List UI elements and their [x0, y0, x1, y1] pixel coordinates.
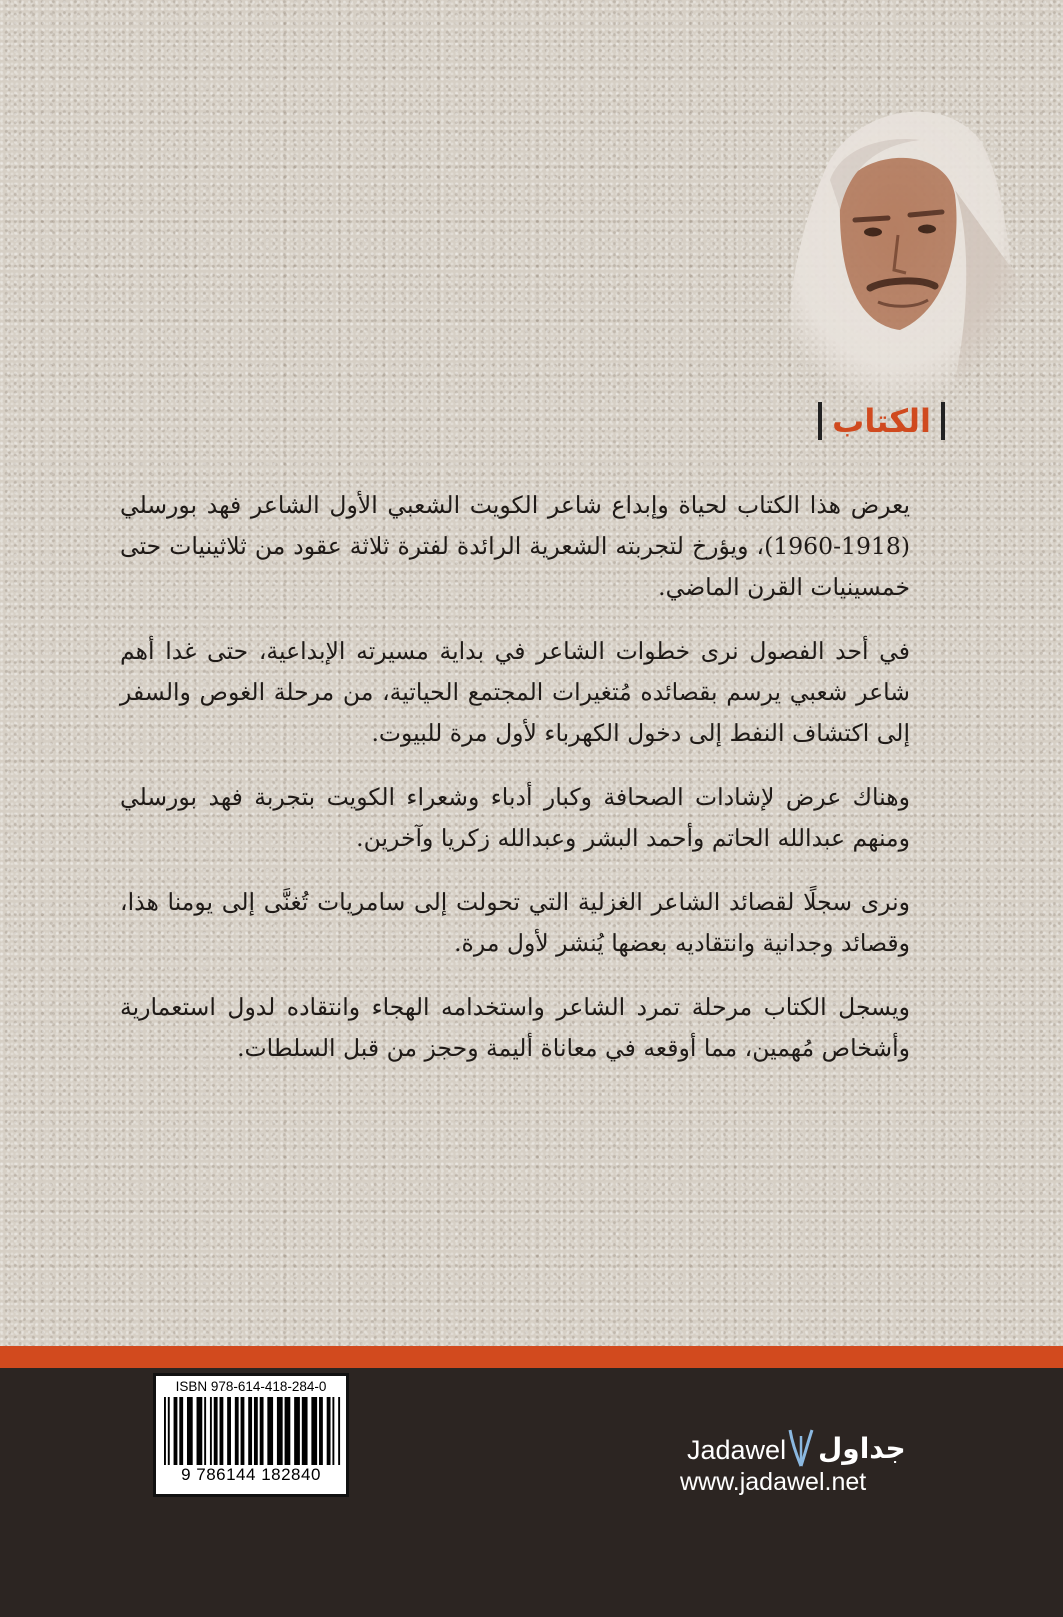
publisher-logo	[680, 1428, 920, 1498]
barcode-bar	[235, 1397, 239, 1465]
paragraph: وهناك عرض لإشادات الصحافة وكبار أدباء وشعراء الكويت بتجربة فهد بورسلي ومنهم عبدالله الحاتم وأحمد البشر وعبدالله زكريا وآخرين.	[120, 783, 910, 852]
barcode-bar	[277, 1397, 283, 1465]
barcode-bar	[204, 1397, 206, 1465]
book-description	[120, 485, 910, 1092]
paragraph: يعرض هذا الكتاب لحياة وإبداع شاعر الكويت الشعبي الأول الشاعر فهد بورسلي (1918-1960)، ويؤرخ لتجربته الشعرية الرائدة لفترة ثلاثة عقود من ثلاثينيات حتى خمسينيات القرن الماضي.	[120, 491, 910, 601]
barcode-bar	[210, 1397, 212, 1465]
barcode-bar	[254, 1397, 258, 1465]
barcode-bar	[311, 1397, 317, 1465]
barcode-bar	[267, 1397, 273, 1465]
heading-bar-left	[818, 402, 822, 440]
barcode-bar	[168, 1397, 170, 1465]
barcode-digits: 9 786144 182840	[181, 1465, 321, 1484]
heading-bar-right	[941, 402, 945, 440]
barcode-bar	[227, 1397, 231, 1465]
section-heading	[818, 398, 945, 444]
barcode-bar	[248, 1397, 252, 1465]
barcode-bar	[179, 1397, 183, 1465]
barcode-bars	[162, 1397, 344, 1465]
isbn-barcode	[153, 1373, 349, 1497]
barcode-bar	[187, 1397, 193, 1465]
barcode-bar	[241, 1397, 245, 1465]
barcode-bar	[338, 1397, 340, 1465]
barcode-bar	[294, 1397, 300, 1465]
barcode-bar	[319, 1397, 323, 1465]
publisher-name-ar: جداول	[818, 1432, 906, 1465]
accent-stripe	[0, 1346, 1063, 1368]
author-portrait	[770, 80, 1020, 410]
barcode-bar	[164, 1397, 166, 1465]
barcode-bar	[285, 1397, 291, 1465]
barcode-bar	[260, 1397, 264, 1465]
barcode-bar	[197, 1397, 203, 1465]
paragraph: ونرى سجلًا لقصائد الشاعر الغزلية التي تحولت إلى سامريات تُغنَّى إلى يومنا هذا، وقصائد وجدانية وانتقاديه بعضها يُنشر لأول مرة.	[120, 888, 910, 957]
barcode-bar	[174, 1397, 178, 1465]
barcode-bar	[214, 1397, 218, 1465]
barcode-bar	[302, 1397, 308, 1465]
heading-text: الكتاب	[832, 402, 931, 440]
paragraph: ويسجل الكتاب مرحلة تمرد الشاعر واستخدامه الهجاء وانتقاده لدول استعمارية وأشخاص مُهمين، مما أوقعه في معاناة أليمة وحجز من قبل السلطات.	[120, 993, 910, 1062]
publisher-url: www.jadawel.net	[680, 1468, 867, 1496]
barcode-bar	[220, 1397, 224, 1465]
barcode-bar	[332, 1397, 334, 1465]
isbn-label: ISBN 978-614-418-284-0	[175, 1379, 327, 1394]
barcode-bar	[327, 1397, 331, 1465]
publisher-leaf-icon	[786, 1428, 816, 1468]
paragraph: في أحد الفصول نرى خطوات الشاعر في بداية مسيرته الإبداعية، حتى غدا أهم شاعر شعبي يرسم بقصائده مُتغيرات المجتمع الحياتية، من مرحلة الغوص والسفر إلى اكتشاف النفط إلى دخول الكهرباء لأول مرة للبيوت.	[120, 637, 910, 747]
publisher-name-en: Jadawel	[687, 1435, 787, 1465]
